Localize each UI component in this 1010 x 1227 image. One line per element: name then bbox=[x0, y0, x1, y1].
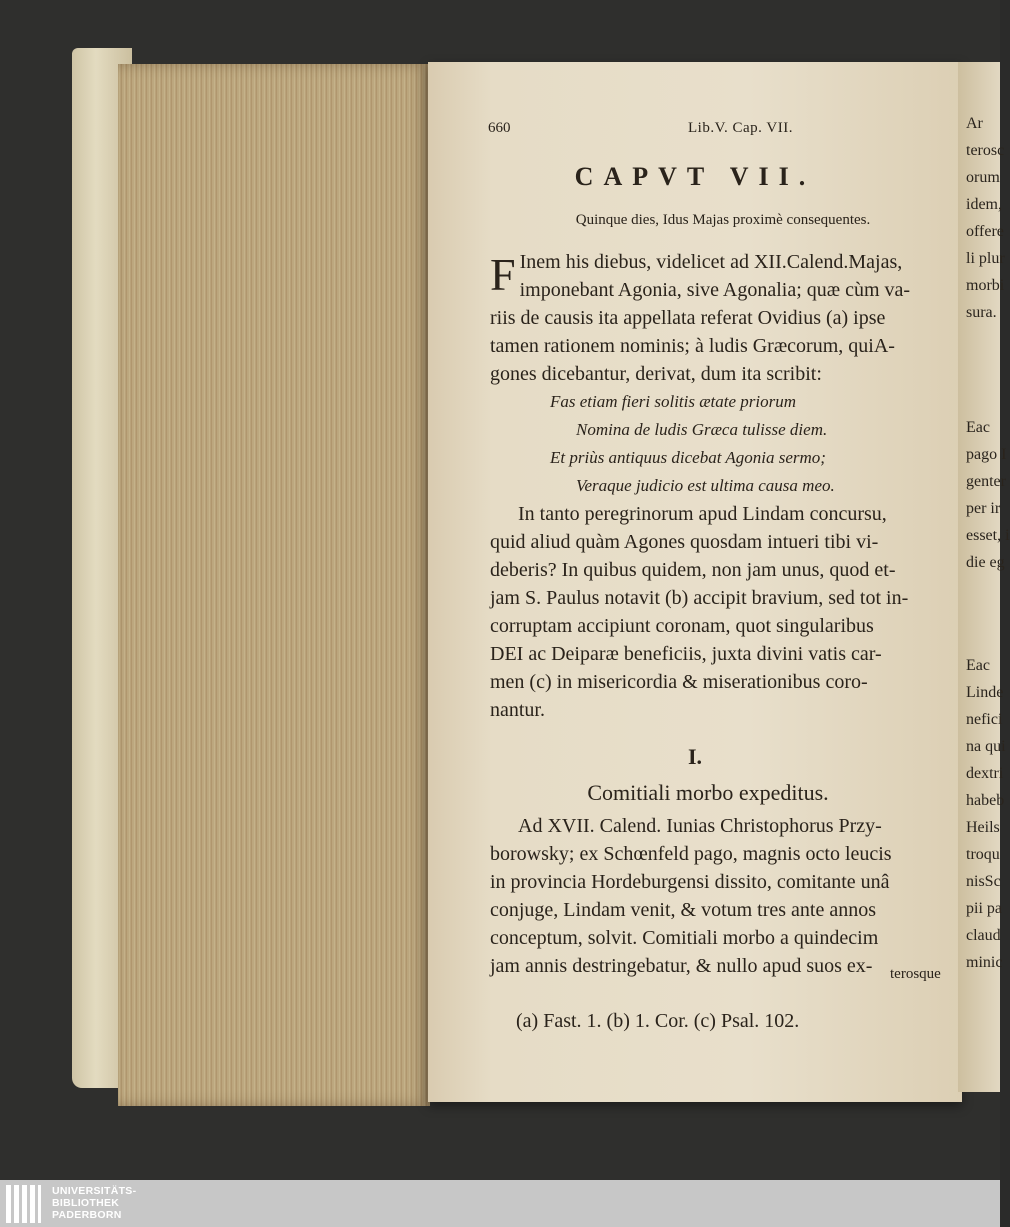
verse-line: Veraque judicio est ultima causa meo. bbox=[576, 476, 835, 495]
body-text bbox=[490, 248, 952, 724]
section-number: I. bbox=[687, 744, 703, 769]
facing-line: minic bbox=[966, 954, 1003, 971]
section-line: conceptum, solvit. Comitiali morbo a quindecim bbox=[490, 927, 879, 949]
section-line: jam annis destringebatur, & nullo apud suos ex- bbox=[490, 955, 873, 977]
facing-line: nisSc bbox=[966, 873, 1001, 890]
book-page bbox=[428, 62, 962, 1102]
facing-line: Heils bbox=[966, 819, 1000, 836]
body-line: gones dicebantur, derivat, dum ita scribit: bbox=[490, 363, 822, 385]
facing-line: claud bbox=[966, 927, 1001, 944]
facing-line: pii pa bbox=[966, 900, 1002, 917]
facing-page-edge bbox=[958, 62, 1010, 1092]
facing-line: terosc bbox=[966, 142, 1005, 159]
chapter-subtitle: Quinque dies, Idus Majas proximè consequentes. bbox=[575, 212, 871, 228]
verse-line: Fas etiam fieri solitis ætate priorum bbox=[550, 392, 797, 411]
section-title: Comitiali morbo expeditus. bbox=[587, 780, 829, 805]
page-edges bbox=[118, 64, 430, 1106]
facing-line: offere bbox=[966, 223, 1004, 240]
library-name-line: UNIVERSITÄTS- bbox=[52, 1185, 137, 1197]
body-line: jam S. Paulus notavit (b) accipit bravium, sed tot in- bbox=[490, 587, 909, 609]
facing-line: die eg bbox=[966, 554, 1005, 571]
body-line: quid aliud quàm Agones quosdam intueri tibi vi- bbox=[490, 531, 879, 553]
library-name-line: PADERBORN bbox=[52, 1209, 122, 1221]
running-head: Lib.V. Cap. VII. bbox=[688, 120, 793, 136]
body-line: men (c) in misericordia & miserationibus coro- bbox=[490, 671, 868, 693]
facing-line: dextri bbox=[966, 765, 1004, 782]
body-line: DEI ac Deiparæ beneficiis, juxta divini vatis car- bbox=[490, 643, 882, 665]
facing-line: Eac bbox=[966, 657, 990, 674]
library-name bbox=[52, 1185, 136, 1221]
section-line: conjuge, Lindam venit, & votum tres ante annos bbox=[490, 899, 877, 921]
body-line: imponebant Agonia, sive Agonalia; quæ cùm va- bbox=[519, 279, 911, 301]
catchword: terosque bbox=[890, 966, 941, 982]
facing-line: Linde bbox=[966, 684, 1004, 701]
library-logo-icon bbox=[6, 1185, 42, 1223]
chapter-title: CAPVT VII. bbox=[574, 162, 816, 191]
body-line: tamen rationem nominis; à ludis Græcorum, quiA- bbox=[490, 335, 895, 357]
facing-line: pago I bbox=[966, 446, 1007, 463]
body-line: deberis? In quibus quidem, non jam unus, quod et- bbox=[490, 559, 896, 581]
body-line: nantur. bbox=[490, 699, 545, 721]
facing-line: nefici bbox=[966, 711, 1003, 728]
section-text bbox=[490, 812, 954, 980]
body-line: Inem his diebus, videlicet ad XII.Calend.Majas, bbox=[519, 251, 903, 273]
body-line: riis de causis ita appellata referat Ovidius (a) ipse bbox=[490, 307, 886, 329]
facing-line: habeb bbox=[966, 792, 1005, 809]
facing-line: per ir bbox=[966, 500, 1001, 517]
section-line: borowsky; ex Schœnfeld pago, magnis octo leucis bbox=[490, 843, 892, 865]
section-line: in provincia Hordeburgensi dissito, comitante unâ bbox=[490, 871, 890, 893]
facing-line: li plur bbox=[966, 250, 1005, 267]
library-footer-bar bbox=[0, 1180, 1000, 1227]
facing-line: sura. bbox=[966, 304, 997, 321]
facing-line: Ar bbox=[966, 115, 983, 132]
facing-line: orum bbox=[966, 169, 1000, 186]
facing-line: Eac bbox=[966, 419, 990, 436]
facing-line: esset, i bbox=[966, 527, 1010, 544]
body-line: corruptam accipiunt coronam, quot singularibus bbox=[490, 615, 874, 637]
facing-line: na qui bbox=[966, 738, 1006, 755]
section-line: Ad XVII. Calend. Iunias Christophorus Przy- bbox=[518, 815, 882, 837]
library-name-line: BIBLIOTHEK bbox=[52, 1197, 120, 1209]
verse-line: Nomina de ludis Græca tulisse diem. bbox=[576, 420, 828, 439]
body-line: In tanto peregrinorum apud Lindam concursu, bbox=[518, 503, 887, 525]
footnote: (a) Fast. 1. (b) 1. Cor. (c) Psal. 102. bbox=[516, 1010, 800, 1032]
drop-capital: F bbox=[490, 249, 516, 300]
verse-line: Et priùs antiquus dicebat Agonia sermo; bbox=[550, 448, 826, 467]
facing-line: morbi bbox=[966, 277, 1005, 294]
facing-line: idem, bbox=[966, 196, 1002, 213]
facing-line: genter bbox=[966, 473, 1006, 490]
page-number: 660 bbox=[488, 120, 511, 136]
facing-line: troqu bbox=[966, 846, 1000, 863]
